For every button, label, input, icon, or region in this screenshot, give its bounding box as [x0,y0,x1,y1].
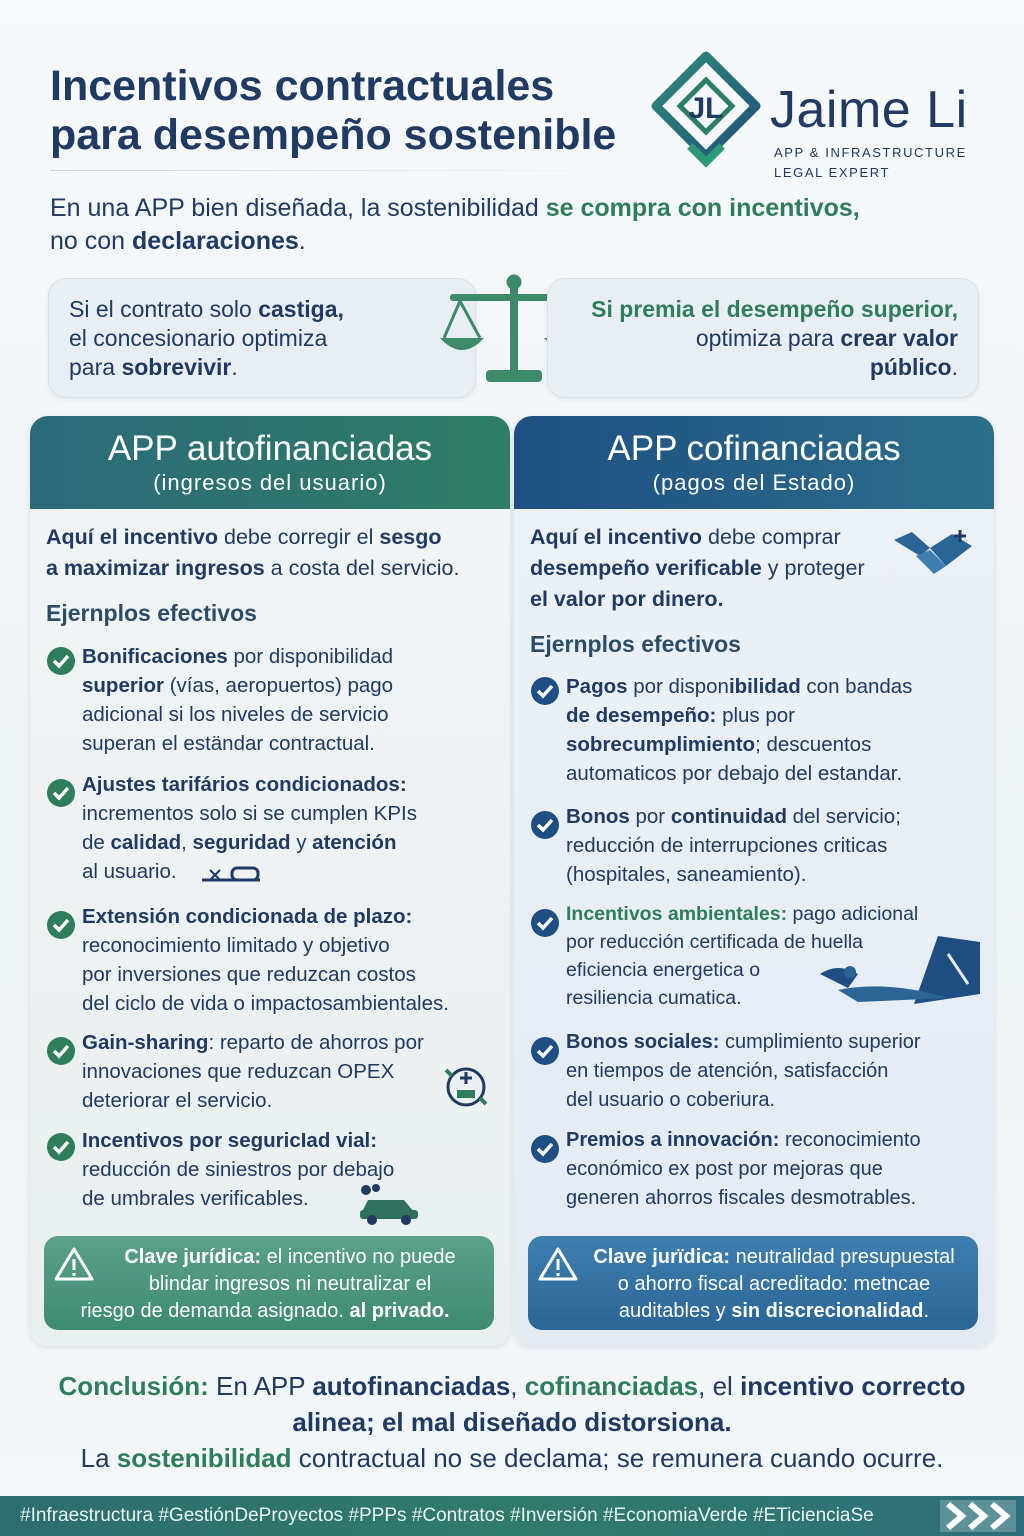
check-icon [46,646,76,676]
legal-key-box: Clave jurídica: el incentivo no puede blindar ingresos ni neutralizar el riesgo de demanda asignado. al privado. [44,1236,494,1330]
column-subtitle: (pagos del Estado) [652,470,856,495]
list-item: Bonos sociales: cumplimiento superior en tiempos de atención, satisfacción del usuario o coberiura. [530,1028,980,1115]
check-icon [530,1134,560,1164]
legal-key-box: Clave jurïdica: neutralidad presupuestal o ahorro fiscal acreditado: metncae auditables y sin discrecionalidad. [528,1236,978,1330]
list-item: Incentivos ambientales: pago adicional por reducción certificada de huella eficiencia energetica o resiliencia cumatica. [530,900,980,1012]
compare-punish-box: Si el contrato solo castiga, el concesionario optimiza para sobrevivir. [48,278,476,398]
car-icon [356,1182,422,1226]
check-icon [530,1036,560,1066]
column-cofinanciadas [514,416,994,1346]
check-icon [530,676,560,706]
list-item: Gain-sharing: reparto de ahorros por innovaciones que reduzcan OPEX deteriorar el servicio. [46,1028,496,1115]
brand-name: Jaime Li [770,81,968,139]
list-item: Bonos por continuidad del servicio; reducción de interrupciones criticas (hospitales, saneamiento). [530,802,980,889]
list-item: Pagos por disponibilidad con bandas de desempeño: plus por sobrecumplimiento; descuentos automaticos por debajo del estandar. [530,672,980,788]
check-icon [530,908,560,938]
list-item: Bonificaciones por disponibilidad superior (vías, aeropuertos) pago adicional si los niveles de servicio superan el eständar contractual. [46,642,496,758]
check-icon [46,1036,76,1066]
warning-icon [54,1246,94,1282]
check-icon [46,910,76,940]
column-intro: Aquí el incentivo debe corregir el sesgo a maximizar ingresos a costa del servicio. [46,525,460,580]
logo-icon [650,50,762,188]
check-icon [46,778,76,808]
brand-subtitle-line-1: APP & INFRASTRUCTURE [774,145,967,160]
logo-letters: JL [688,92,724,125]
brand-subtitle-line-2: LEGAL EXPERT [774,165,891,180]
title-divider [50,170,640,171]
column-header [514,416,994,509]
compare-reward-box: Si premia el desempeño superior, optimiza para crear valor público. [547,278,979,398]
examples-heading: Ejernplos efectivos [46,600,257,626]
check-icon [46,1132,76,1162]
list-item: Premios a innovación: reconocimiento económico ex post por mejoras que generen ahorros fiscales desmotrables. [530,1126,980,1213]
intro-text: En una APP bien diseñada, la sostenibilidad se compra con incentivos, no con declaraciones. [50,194,860,255]
leaf-icon [818,934,982,1006]
examples-heading: Ejernplos efectivos [530,631,741,657]
list-item: Ajustes tarifários condicionados: incrementos solo si se cumplen KPIs de calidad, seguridad y atención al usuario. [46,770,496,886]
conclusion: Conclusión: En APP autofinanciadas, cofinanciadas, el incentivo correcto alinea; el mal diseñado distorsiona. La sostenibilidad contractual no se declama; se remunera cuando ocurre. [58,1371,966,1473]
chevrons-right-icon [940,1500,1016,1532]
list-item: Incentivos por seguricIad vial: reducción de siniestros por debajo de umbrales verificables. [46,1126,496,1213]
warning-icon [538,1246,578,1282]
column-subtitle: (ingresos del usuario) [153,470,387,495]
handshake-icon [890,526,976,588]
column-autofinanciadas [30,416,510,1346]
column-header [30,416,510,509]
page-title: Incentivos contractuales para desempeño sostenible [50,62,617,159]
gear-cycle-icon [440,1062,492,1112]
hashtag-bar: #Infraestructura #GestiónDeProyectos #PPPs #Contratos #Inversión #EconomiaVerde #ETicienciaSe [0,1496,1024,1536]
brand-subtitle [774,143,967,183]
road-icon [200,862,270,886]
column-title: APP cofinanciadas [607,429,901,468]
column-title: APP autofinanciadas [107,429,433,468]
list-item: Extensión condicionada de plazo: reconocimiento limitado y objetivo por inversiones que reduzcan costos del ciclo de vida o impactosambientales. [46,902,496,1018]
column-intro: Aquí el incentivo debe comprar desempeño verificable y proteger el valor por dinero. [530,525,865,611]
check-icon [530,810,560,840]
